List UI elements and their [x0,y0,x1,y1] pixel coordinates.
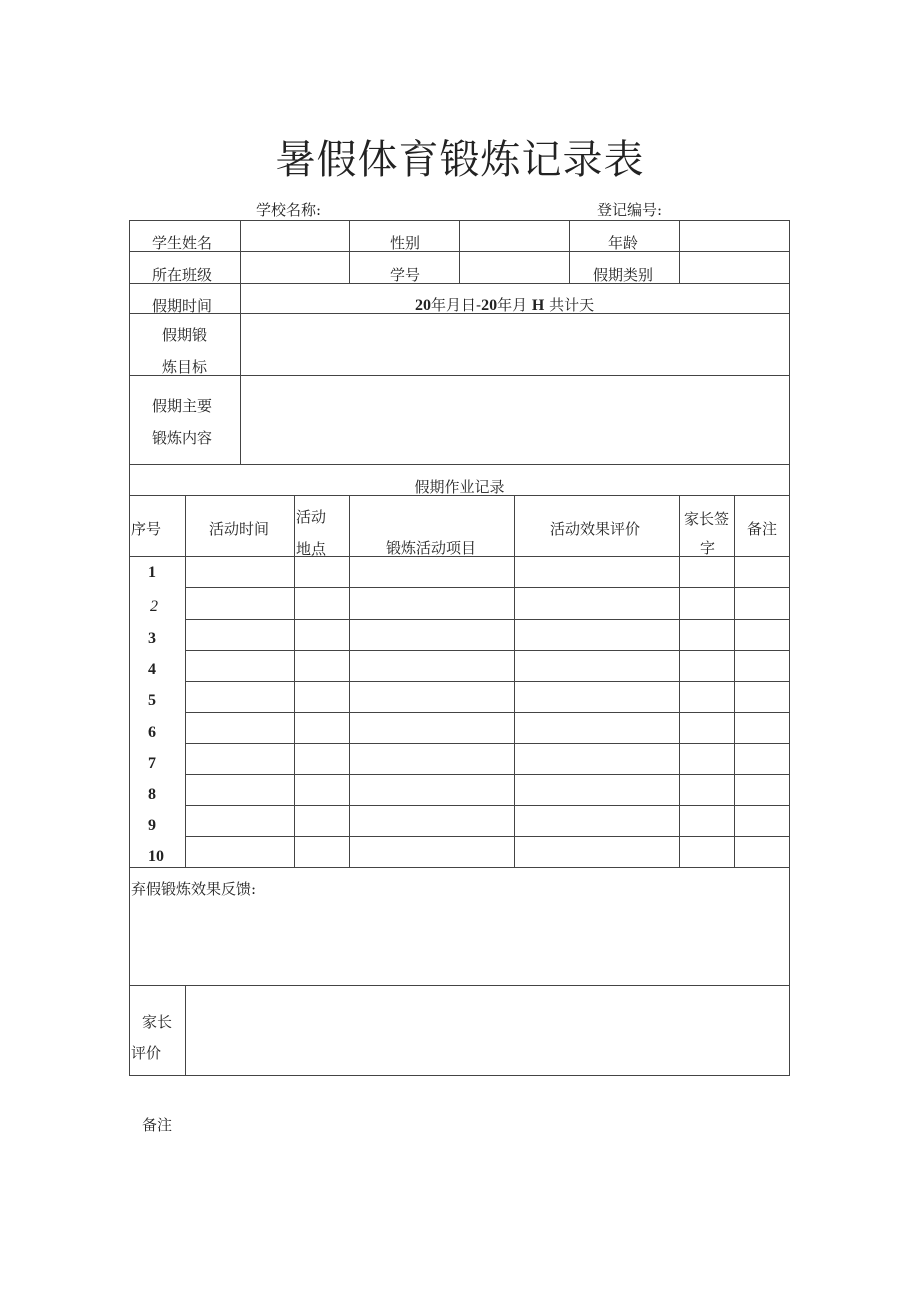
row-number: 2 [150,598,158,615]
row-number: 4 [148,661,156,678]
grid-line [185,743,790,744]
row-number: 1 [148,564,156,581]
grid-line [734,495,735,867]
goal-label-line2: 炼目标 [162,358,208,376]
grid-line [185,985,186,1075]
col-place-header-line1: 活动 [296,508,327,526]
row-number: 9 [148,817,156,834]
grid-line [349,495,350,867]
parent-eval-label-line2: 评价 [131,1044,162,1062]
col-eval-header: 活动效果评价 [550,520,641,538]
date-text-2: 年月 [497,296,528,314]
grid-line [129,220,130,1076]
row-number: 7 [148,755,156,772]
student-name-label: 学生姓名 [152,234,213,252]
record-section-title: 假期作业记录 [414,478,505,496]
goal-label-line1: 假期锻 [162,326,208,344]
row-number: 10 [148,848,164,865]
student-id-label: 学号 [390,266,421,284]
col-note-header: 备注 [747,520,778,538]
page-title: 暑假体育锻炼记录表 [275,137,645,183]
row-number: 5 [148,692,156,709]
grid-line [129,985,790,986]
grid-line [240,220,241,464]
grid-line [185,495,186,867]
row-number: 8 [148,786,156,803]
grid-line [514,495,515,867]
gender-label: 性别 [390,234,421,252]
col-sign-header-line2: 字 [700,539,716,557]
class-label: 所在班级 [152,266,213,284]
year-prefix-1: 20 [415,297,431,314]
col-place-header-line2: 地点 [296,540,327,558]
holiday-time-label: 假期时间 [152,297,213,315]
col-time-header: 活动时间 [209,520,270,538]
grid-line [294,495,295,867]
grid-line [185,774,790,775]
grid-line [185,681,790,682]
grid-line [349,220,350,283]
age-label: 年龄 [608,234,639,252]
grid-line [185,805,790,806]
grid-line [185,619,790,620]
school-name-label: 学校名称: [256,201,322,219]
year-prefix-2: 20 [481,297,498,314]
grid-line [129,375,790,376]
row-number: 3 [148,630,156,647]
registration-number-label: 登记编号: [597,201,663,219]
grid-line [185,712,790,713]
col-item-header: 锻炼活动项目 [386,539,477,557]
grid-line [185,836,790,837]
grid-line [569,220,570,283]
content-label-line2: 锻炼内容 [152,429,213,447]
holiday-type-label: 假期类别 [593,266,654,284]
grid-line [129,464,790,465]
grid-line [129,283,790,284]
grid-line [679,495,680,867]
footer-note: 备注 [142,1116,173,1134]
row-number: 6 [148,724,156,741]
col-sign-header-line1: 家长签 [684,510,730,528]
date-text-3: 共计天 [549,296,595,314]
grid-line [185,650,790,651]
feedback-label: 弃假锻炼效果反馈: [131,880,257,898]
h-mark: H [531,297,545,314]
col-seq-header: 序号 [131,520,162,538]
grid-line [129,1075,790,1076]
date-text-1: 年月日- [431,296,482,314]
grid-line [185,587,790,588]
grid-line [459,220,460,283]
content-label-line1: 假期主要 [152,397,213,415]
parent-eval-label-line1: 家长 [142,1013,173,1031]
grid-line [679,220,680,283]
holiday-time-value [415,294,594,315]
grid-line [129,867,790,868]
grid-line [789,220,790,1076]
